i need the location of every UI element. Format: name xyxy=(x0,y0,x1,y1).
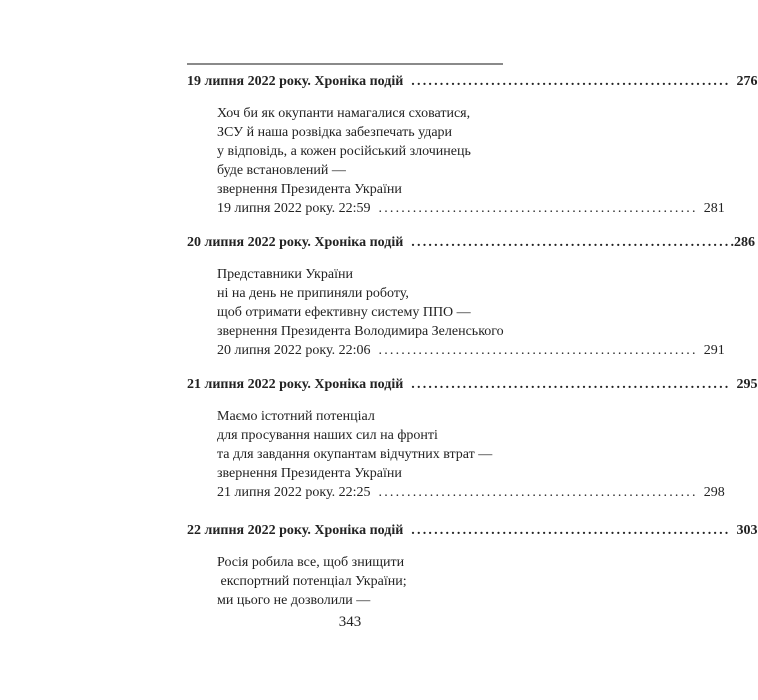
subentry-line: Маємо істотний потенціал xyxy=(217,409,375,424)
toc-entry xyxy=(187,521,758,610)
heading-page: 295 xyxy=(736,377,758,392)
top-rule xyxy=(187,63,503,65)
subentry-line: ЗСУ й наша розвідка забезпечать удари xyxy=(217,125,453,140)
toc-subentry[interactable] xyxy=(217,265,725,360)
subentry-line: ні на день не припиняли роботу, xyxy=(217,286,409,301)
toc-heading[interactable] xyxy=(187,233,755,253)
toc-subentry[interactable] xyxy=(217,553,503,610)
heading-page: .286 xyxy=(730,235,755,250)
dot-leader: ........................................................ xyxy=(378,485,698,500)
subentry-line: Хоч би як окупанти намагалися сховатися, xyxy=(217,106,471,121)
subentry-date-line xyxy=(217,341,725,360)
toc-subentry[interactable] xyxy=(217,104,725,218)
dot-leader: ........................................................ xyxy=(411,74,731,89)
subentry-date-line xyxy=(217,483,725,502)
subentry-date-line xyxy=(217,199,725,218)
heading-title: 19 липня 2022 року. Хроніка подій xyxy=(187,74,404,89)
dot-leader: ........................................................ xyxy=(411,235,731,250)
toc-entry xyxy=(187,72,758,218)
subentry-date: 19 липня 2022 року. 22:59 xyxy=(217,201,371,216)
subentry-date: 21 липня 2022 року. 22:25 xyxy=(217,485,371,500)
subentry-page: 298 xyxy=(703,485,725,500)
subentry-line: звернення Президента Володимира Зеленського xyxy=(217,324,504,339)
subentry-line: для просування наших сил на фронті xyxy=(217,428,438,443)
subentry-line: та для завдання окупантам відчутних втрат — xyxy=(217,447,493,462)
heading-page: 303 xyxy=(736,523,758,538)
subentry-line: Представники України xyxy=(217,267,353,282)
subentry-line: щоб отримати ефективну систему ППО — xyxy=(217,305,471,320)
dot-leader: ........................................................ xyxy=(411,377,731,392)
dot-leader: ........................................................ xyxy=(411,523,731,538)
subentry-page: 291 xyxy=(703,343,725,358)
subentry-date: 20 липня 2022 року. 22:06 xyxy=(217,343,371,358)
subentry-line: у відповідь, а кожен російський злочинець xyxy=(217,144,471,159)
toc-entry xyxy=(187,375,758,502)
heading-page: 276 xyxy=(736,74,758,89)
dot-leader: ........................................................ xyxy=(378,201,698,216)
subentry-line: ми цього не дозволили — xyxy=(217,593,371,608)
subentry-line: Росія робила все, щоб знищити xyxy=(217,555,405,570)
toc-subentry[interactable] xyxy=(217,407,725,502)
heading-title: 22 липня 2022 року. Хроніка подій xyxy=(187,523,404,538)
toc-heading[interactable] xyxy=(187,521,758,541)
heading-title: 20 липня 2022 року. Хроніка подій xyxy=(187,235,404,250)
subentry-page: 281 xyxy=(703,201,725,216)
page-number: 343 xyxy=(338,614,362,630)
subentry-line: звернення Президента України xyxy=(217,182,402,197)
dot-leader: ........................................................ xyxy=(378,343,698,358)
toc-heading[interactable] xyxy=(187,375,758,395)
heading-title: 21 липня 2022 року. Хроніка подій xyxy=(187,377,404,392)
toc-heading[interactable] xyxy=(187,72,758,92)
toc-entry xyxy=(187,233,755,360)
subentry-line: звернення Президента України xyxy=(217,466,402,481)
subentry-line: експортний потенціал України; xyxy=(217,574,407,589)
subentry-line: буде встановлений — xyxy=(217,163,346,178)
